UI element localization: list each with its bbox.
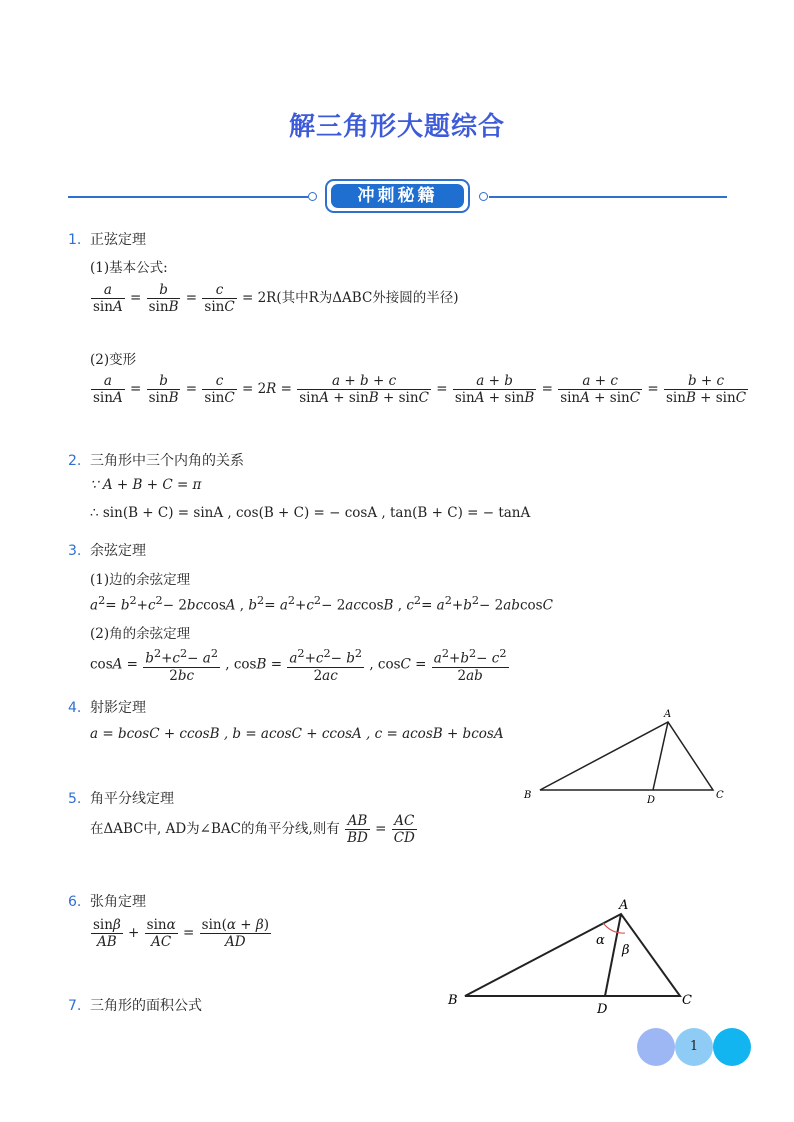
segment-ad xyxy=(605,914,621,996)
page-number: 1 xyxy=(689,1039,699,1054)
section-5-heading xyxy=(68,788,174,808)
triangle-abc xyxy=(540,722,713,790)
section-1-sub1: (1)基本公式: xyxy=(90,260,168,276)
section-number: 3. xyxy=(68,543,82,559)
label-c: C xyxy=(682,993,692,1008)
section-banner xyxy=(325,179,470,213)
section-title: 张角定理 xyxy=(90,894,146,910)
label-a: A xyxy=(619,898,629,913)
section-3-heading xyxy=(68,540,146,560)
section-6-heading xyxy=(68,891,146,911)
section-2-heading xyxy=(68,450,244,470)
banner-dot-left xyxy=(308,192,317,201)
section-title: 三角形中三个内角的关系 xyxy=(90,453,244,469)
angle-arc xyxy=(603,923,625,933)
label-d: D xyxy=(597,1002,608,1017)
label-d: D xyxy=(647,795,656,806)
segment-ad xyxy=(653,722,668,790)
section-title: 正弦定理 xyxy=(90,232,146,248)
sine-law-note: = 2R(其中R为ΔABC外接圆的半径) xyxy=(241,290,459,306)
angle-bisector-text: 在ΔABC中, AD为∠BAC的角平分线,则有 xyxy=(90,821,340,837)
section-1-heading xyxy=(68,229,146,249)
label-beta: β xyxy=(622,943,630,958)
tension-angle-theorem: $\frac{\sin\beta}{AB}$ + $\frac{\sin\alpha}{AC}$ = $\frac{\sin(\alpha + \beta)}{AD}$ xyxy=(93,917,269,950)
page-circle-left xyxy=(637,1028,675,1066)
section-title: 三角形的面积公式 xyxy=(90,998,202,1014)
label-a: A xyxy=(664,709,672,720)
label-b: B xyxy=(448,993,458,1008)
projection-formula: a = bcosC + ccosB , b = acosC + ccosA , c = acosB + bcosA xyxy=(90,726,504,742)
angle-bisector-theorem: 在ΔABC中, AD为∠BAC的角平分线,则有 $\frac{AB}{BD}$ = $\frac{AC}{CD}$ xyxy=(90,813,415,846)
triangle-abc xyxy=(465,914,680,996)
section-title: 射影定理 xyxy=(90,700,146,716)
page-title: 解三角形大题综合 xyxy=(288,112,505,142)
section-4-heading xyxy=(68,697,146,717)
sine-law-variant: $\frac{a}{\sin A}$ = $\frac{b}{\sin B}$ = $\frac{c}{\sin C}$ = 2R = $\frac{a + b + c}{\sin A + \sin B + \sin C}$ = $\frac{a + b}{\sin A + \sin B}$ = $\frac{a + c}{\sin A + \sin C}$ = $\frac{b + c}{\sin B + \sin C}$ xyxy=(93,373,747,406)
label-alpha: α xyxy=(596,933,605,948)
section-number: 7. xyxy=(68,998,82,1014)
label-b: B xyxy=(524,790,532,801)
banner-label: 冲刺秘籍 xyxy=(331,184,464,208)
section-number: 6. xyxy=(68,894,82,910)
section-number: 5. xyxy=(68,791,82,807)
banner-line-left xyxy=(68,196,308,198)
cosine-law-angles: cosA = $\frac{b^2+c^2- a^2}{2bc}$ , cosB = $\frac{a^2+c^2- b^2}{2ac}$ , cosC = $\frac{a^2+b^2- c^2}{2ab}$ xyxy=(90,647,507,684)
cosine-law-sides: $a^2= b^2+c^2- 2bccosA$ , $b^2= a^2+c^2- 2accosB$ , $c^2= a^2+b^2- 2abcosC$ xyxy=(90,594,553,614)
triangle-figure-2 xyxy=(440,892,700,1022)
section-3-sub1: (1)边的余弦定理 xyxy=(90,572,191,588)
section-number: 1. xyxy=(68,232,82,248)
section-title: 余弦定理 xyxy=(90,543,146,559)
section-number: 4. xyxy=(68,700,82,716)
section-title: 角平分线定理 xyxy=(90,791,174,807)
section-7-heading xyxy=(68,995,202,1015)
triangle-figure-1 xyxy=(515,700,735,810)
section-number: 2. xyxy=(68,453,82,469)
banner-line-right xyxy=(489,196,727,198)
label-c: C xyxy=(716,790,724,801)
sine-law-formula: $\frac{a}{\sin A}$ = $\frac{b}{\sin B}$ = $\frac{c}{\sin C}$ = 2R(其中R为ΔABC外接圆的半径) xyxy=(93,282,459,315)
section-3-sub2: (2)角的余弦定理 xyxy=(90,626,191,642)
page-circle-right xyxy=(713,1028,751,1066)
section-1-sub2: (2)变形 xyxy=(90,352,137,368)
angle-sum: ∵ A + B + C = π xyxy=(90,477,202,493)
angle-relations: ∴ sin(B + C) = sinA , cos(B + C) = − cosA , tan(B + C) = − tanA xyxy=(90,505,531,521)
banner-dot-right xyxy=(479,192,488,201)
